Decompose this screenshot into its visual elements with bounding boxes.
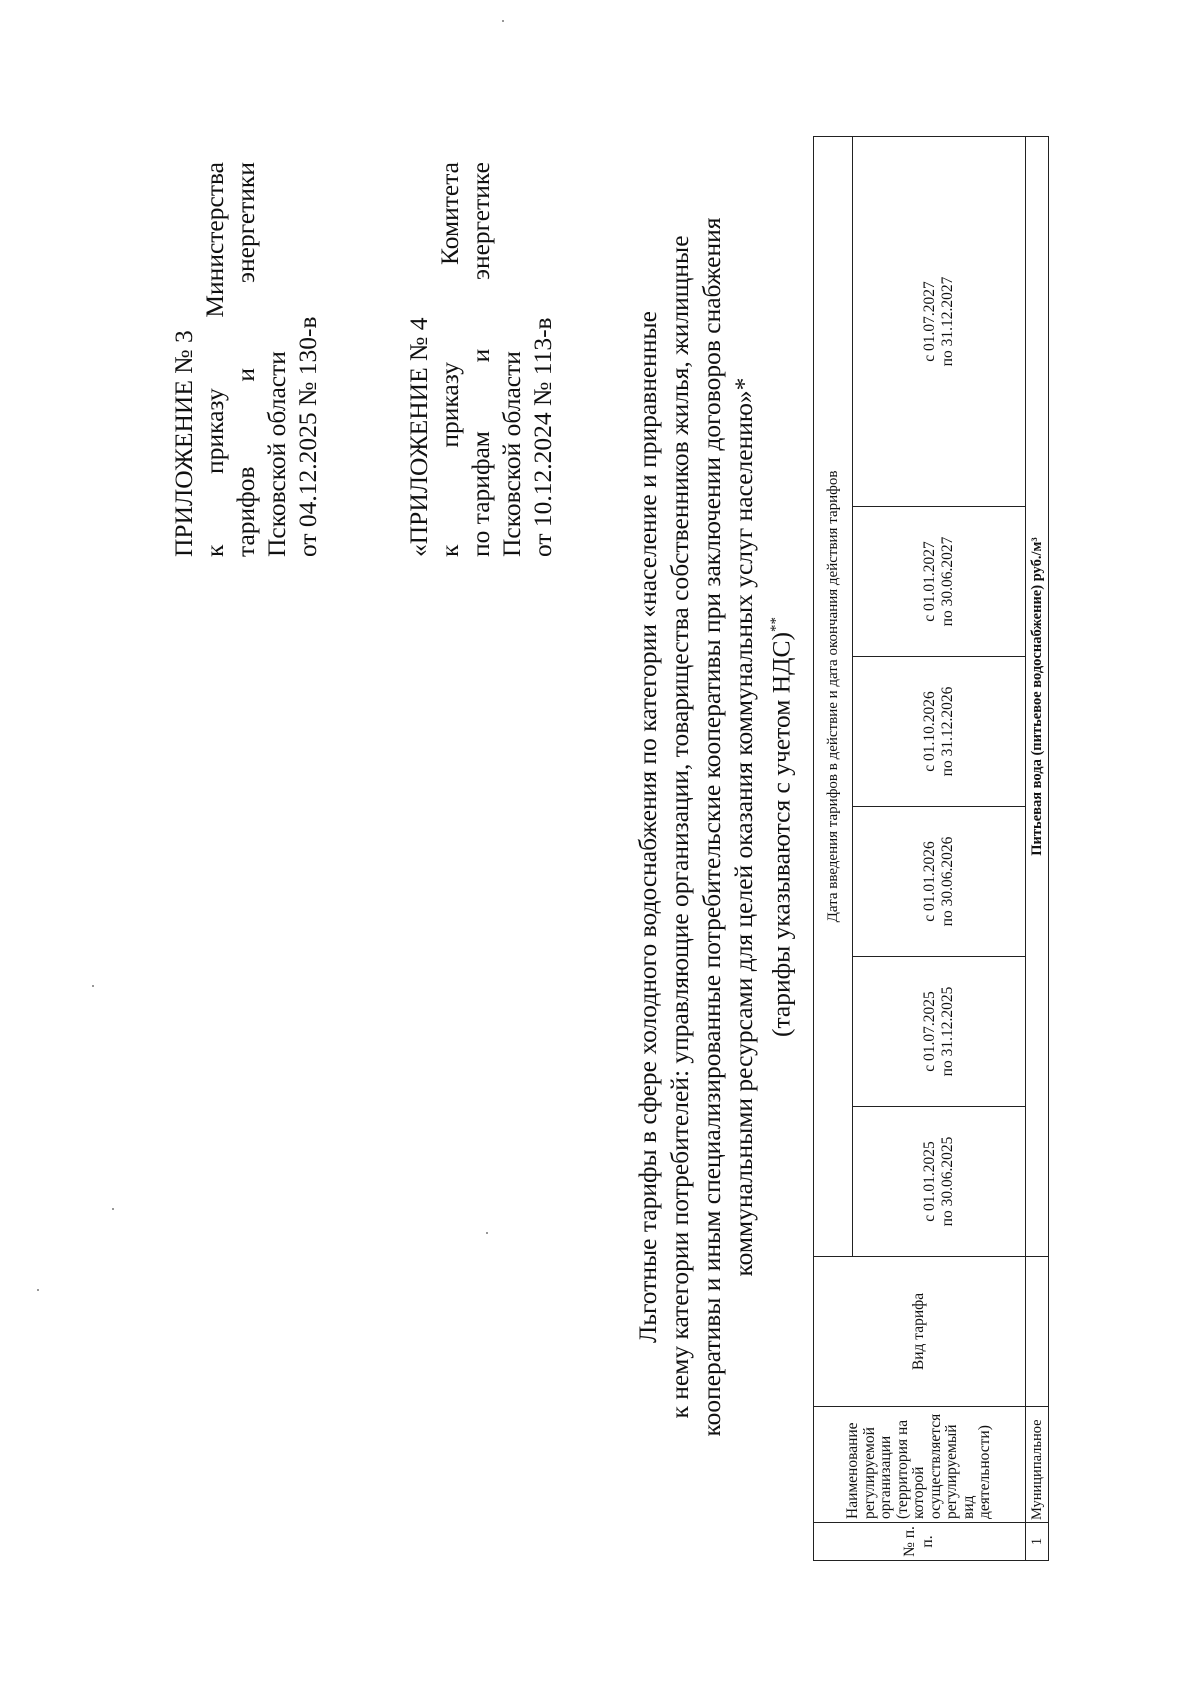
attachment-header-old	[403, 162, 558, 557]
header-number: № п. п.	[814, 1523, 1026, 1561]
period-cell: с 01.10.2026 по 31.12.2026	[852, 657, 1025, 807]
header-tariff-kind: Вид тарифа	[814, 1257, 1026, 1407]
table-header-row	[814, 136, 853, 1560]
attachment-line: Псковской области	[262, 351, 291, 557]
scan-speck	[37, 1289, 39, 1291]
scan-speck	[502, 20, 504, 22]
attachment-line: тарифов и энергетики	[231, 162, 260, 557]
attachment-header-new	[168, 162, 323, 557]
table-row	[1025, 136, 1048, 1560]
tariff-table	[813, 136, 1049, 1561]
document-title	[632, 127, 798, 1527]
title-line: (тарифы указываются с учетом НДС)**	[766, 616, 796, 1038]
title-line: к нему категории потребителей: управляющие организации, товарищества собственников жилья, жилищные	[665, 235, 694, 1419]
attachment-line: Псковской области	[497, 351, 526, 557]
period-cell: с 01.01.2026 по 30.06.2026	[852, 807, 1025, 957]
attachment-line: ПРИЛОЖЕНИЕ № 3	[169, 330, 198, 557]
scan-speck	[112, 1208, 114, 1210]
attachment-line: от 10.12.2024 № 113-в	[528, 317, 557, 557]
row-tariff-kind	[1025, 1257, 1048, 1407]
period-cell: с 01.07.2025 по 31.12.2025	[852, 957, 1025, 1107]
title-line: коммунальными ресурсами для целей оказания коммунальных услуг населению»*	[729, 377, 758, 1277]
attachment-line: «ПРИЛОЖЕНИЕ № 4	[404, 317, 433, 557]
period-cell: с 01.07.2027 по 31.12.2027	[852, 136, 1025, 506]
row-organization: Муниципальное	[1025, 1407, 1048, 1523]
section-label: Питьевая вода (питьевое водоснабжение) руб./м³	[1025, 136, 1048, 1256]
period-cell: с 01.01.2027 по 30.06.2027	[852, 507, 1025, 657]
scan-speck	[486, 1232, 488, 1234]
row-number: 1	[1025, 1523, 1048, 1561]
title-line: кооперативы и иным специализированные потребительские кооперативы при заключении договоров снабжения	[697, 217, 726, 1437]
attachment-line: от 04.12.2025 № 130-в	[293, 316, 322, 557]
footnote-mark: **	[768, 616, 784, 632]
attachment-line: по тарифам и энергетике	[466, 162, 495, 557]
period-cell: с 01.01.2025 по 30.06.2025	[852, 1107, 1025, 1257]
attachment-line: к приказу Министерства	[200, 162, 229, 557]
header-organization: Наименование регулируемой организации (территория на которой осуществляется регулируемый вид деятельности)	[814, 1407, 1026, 1523]
scan-speck	[92, 985, 94, 987]
title-line: Льготные тарифы в сфере холодного водоснабжения по категории «население и приравненные	[633, 311, 662, 1343]
header-period-group: Дата введения тарифов в действие и дата окончания действия тарифов	[814, 136, 853, 1256]
attachment-line: к приказу Комитета	[435, 162, 464, 557]
